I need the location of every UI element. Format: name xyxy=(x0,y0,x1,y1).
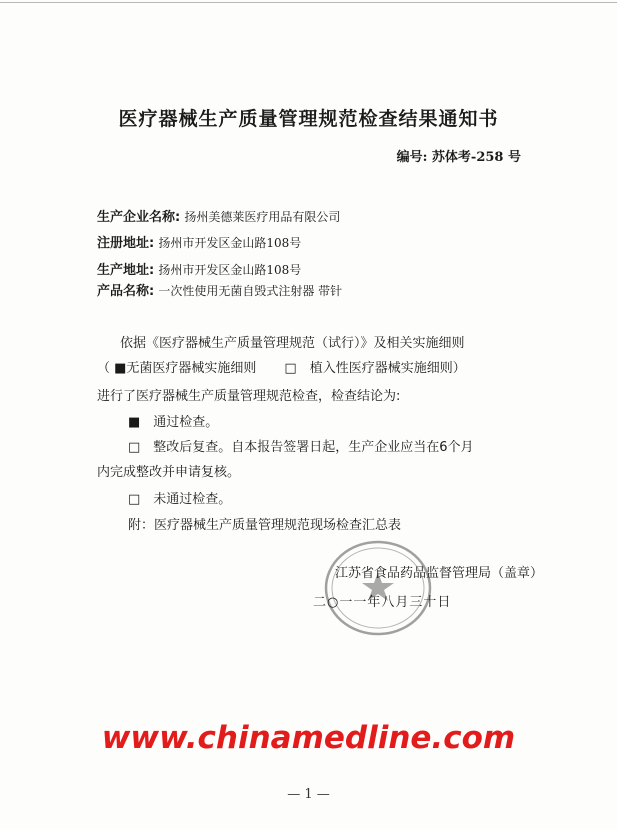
conclusion-intro: 进行了医疗器械生产质量管理规范检查，检查结论为: xyxy=(97,389,401,404)
option-failed: □ 未通过检查。 xyxy=(128,492,232,507)
reg-address-label: 注册地址: xyxy=(97,236,155,251)
product-field xyxy=(97,280,342,299)
company-value: 扬州美德莱医疗用品有限公司 xyxy=(184,210,341,224)
option-rectify-cont: 内完成整改并申请复核。 xyxy=(97,465,241,480)
basis-line: 依据《医疗器械生产质量管理规范（试行）》及相关实施细则 xyxy=(120,336,465,351)
scan-edge-line xyxy=(0,2,617,3)
document-title: 医疗器械生产质量管理规范检查结果通知书 xyxy=(118,108,499,130)
prod-address-label: 生产地址: xyxy=(97,263,155,278)
option-rectify: □ 整改后复查。自本报告签署日起，生产企业应当在6个月 xyxy=(128,440,474,455)
rule-implant: □ 植入性医疗器械实施细则） xyxy=(284,361,466,376)
product-label: 产品名称: xyxy=(97,284,155,299)
page-number: — 1 — xyxy=(287,787,330,802)
watermark-text: www.chinamedline.com xyxy=(101,720,516,756)
company-label: 生产企业名称: xyxy=(97,210,181,225)
issue-date: 二○一一年八月三十日 xyxy=(313,595,452,610)
option-passed: ■ 通过检查。 xyxy=(128,415,219,430)
issuing-authority: 江苏省食品药品监督管理局（盖章） xyxy=(335,566,544,581)
rules-line xyxy=(97,357,537,376)
product-value: 一次性使用无菌自毁式注射器 带针 xyxy=(158,284,343,298)
prod-address-field xyxy=(97,259,301,278)
rule-sterile: （ ■无菌医疗器械实施细则 xyxy=(97,361,257,376)
document-number: 编号: 苏体考-258 号 xyxy=(396,150,521,165)
company-field xyxy=(97,206,340,225)
official-seal-icon xyxy=(314,534,442,638)
attachment-line: 附：医疗器械生产质量管理规范现场检查汇总表 xyxy=(128,518,402,533)
reg-address-value: 扬州市开发区金山路108号 xyxy=(158,236,302,250)
reg-address-field xyxy=(97,232,301,251)
prod-address-value: 扬州市开发区金山路108号 xyxy=(158,263,302,277)
